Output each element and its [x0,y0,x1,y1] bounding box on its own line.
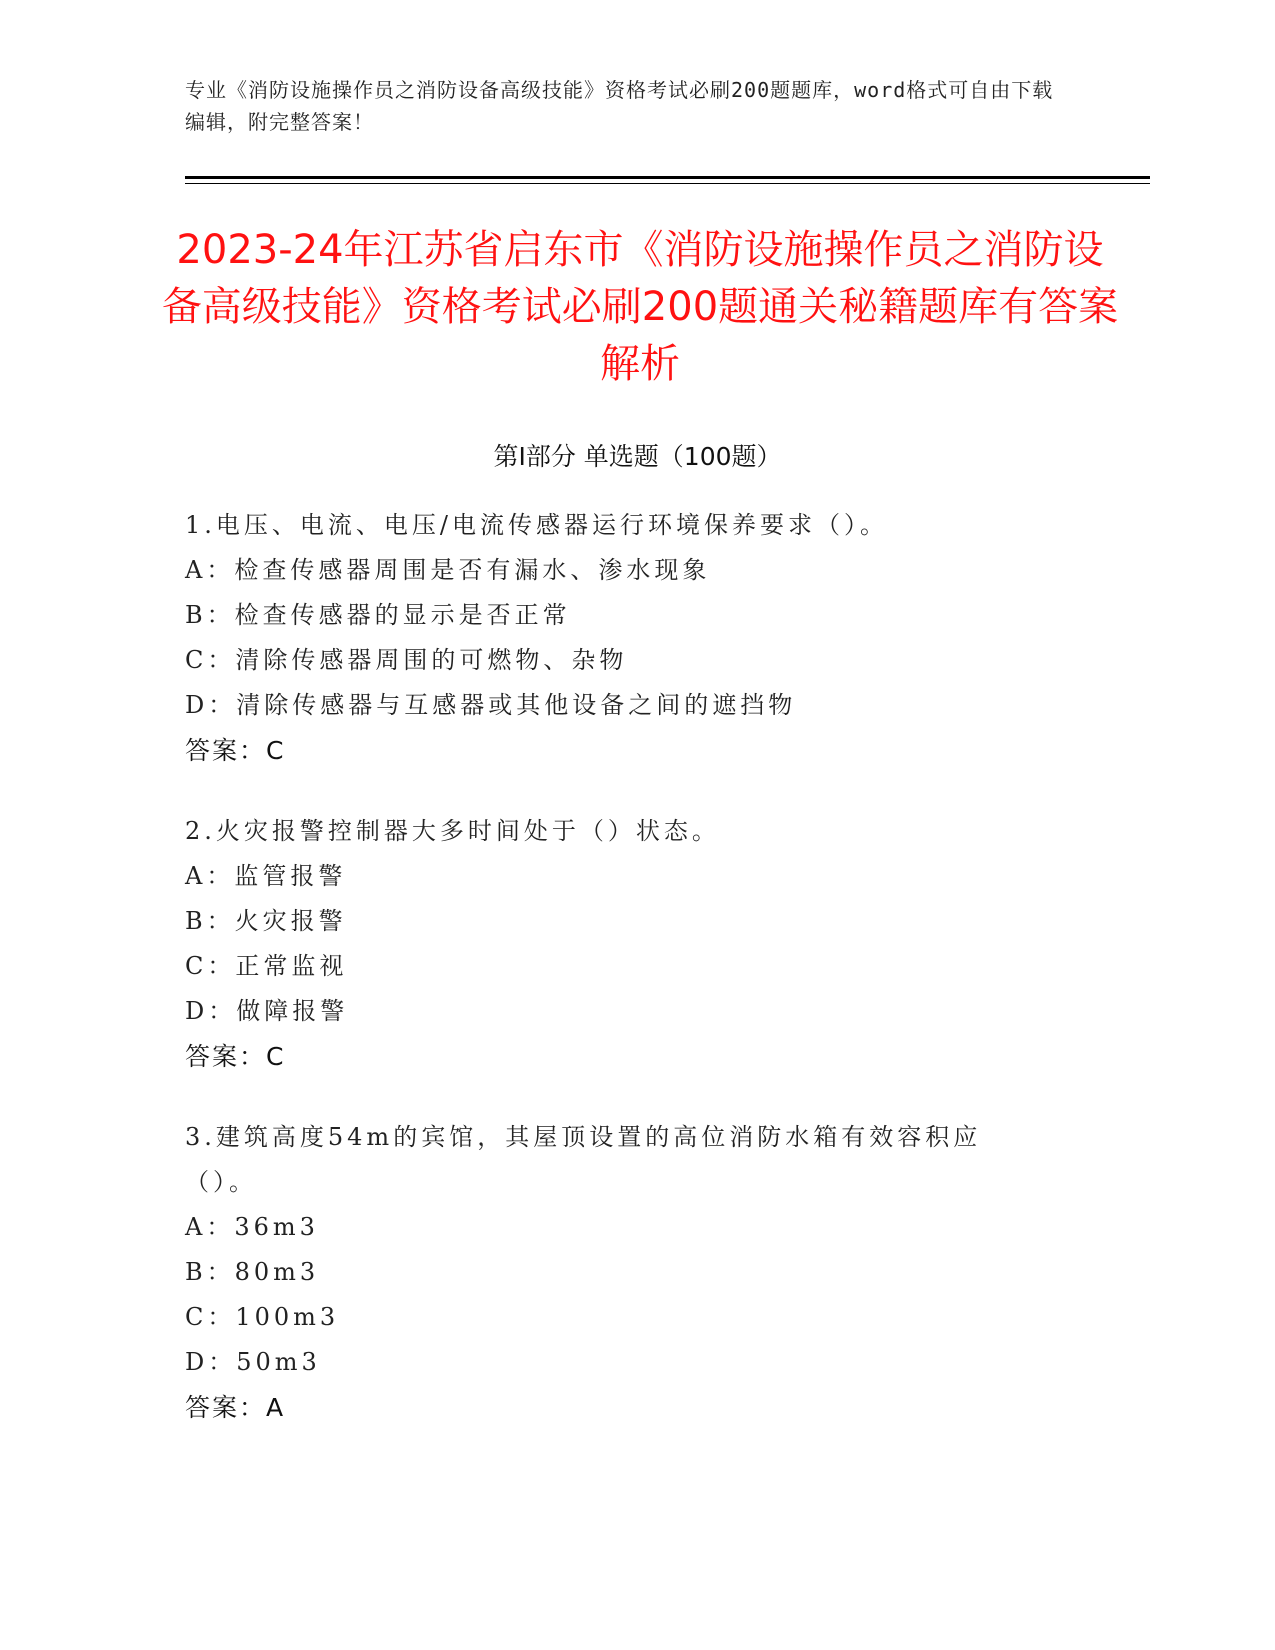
answer: 答案：C [185,736,286,765]
option-b: B：检查传感器的显示是否正常 [185,601,571,629]
option-a: A：检查传感器周围是否有漏水、渗水现象 [185,556,711,584]
option-c: C：清除传感器周围的可燃物、杂物 [185,646,628,674]
question-stem: 2.火灾报警控制器大多时间处于（）状态。 [185,817,720,845]
section-heading: 第Ⅰ部分 单选题（100题） [493,442,782,471]
option-a: A：监管报警 [185,862,347,890]
option-c: C：正常监视 [185,952,348,980]
header-note: 专业《消防设施操作员之消防设备高级技能》资格考试必刷200题题库，word格式可自由下载编辑，附完整答案！ [185,78,1054,134]
option-d: D：清除传感器与互感器或其他设备之间的遮挡物 [185,691,797,719]
option-a: A：36m3 [185,1213,319,1241]
answer: 答案：C [185,1042,286,1071]
option-d: D：做障报警 [185,997,349,1025]
question-1 [185,503,1065,773]
answer: 答案：A [185,1393,286,1422]
question-3 [185,1115,1035,1430]
option-d: D：50m3 [185,1348,321,1376]
question-2 [185,809,1065,1079]
document-title: 2023-24年江苏省启东市《消防设施操作员之消防设备高级技能》资格考试必刷200题通关秘籍题库有答案解析 [161,227,1119,387]
option-c: C：100m3 [185,1303,340,1331]
question-stem: 1.电压、电流、电压/电流传感器运行环境保养要求（）。 [185,511,888,539]
option-b: B：火灾报警 [185,907,347,935]
question-stem: 3.建筑高度54m的宾馆，其屋顶设置的高位消防水箱有效容积应（）。 [185,1123,982,1196]
header-divider-thin [185,183,1150,184]
header-divider-thick [185,176,1150,179]
option-b: B：80m3 [185,1258,320,1286]
